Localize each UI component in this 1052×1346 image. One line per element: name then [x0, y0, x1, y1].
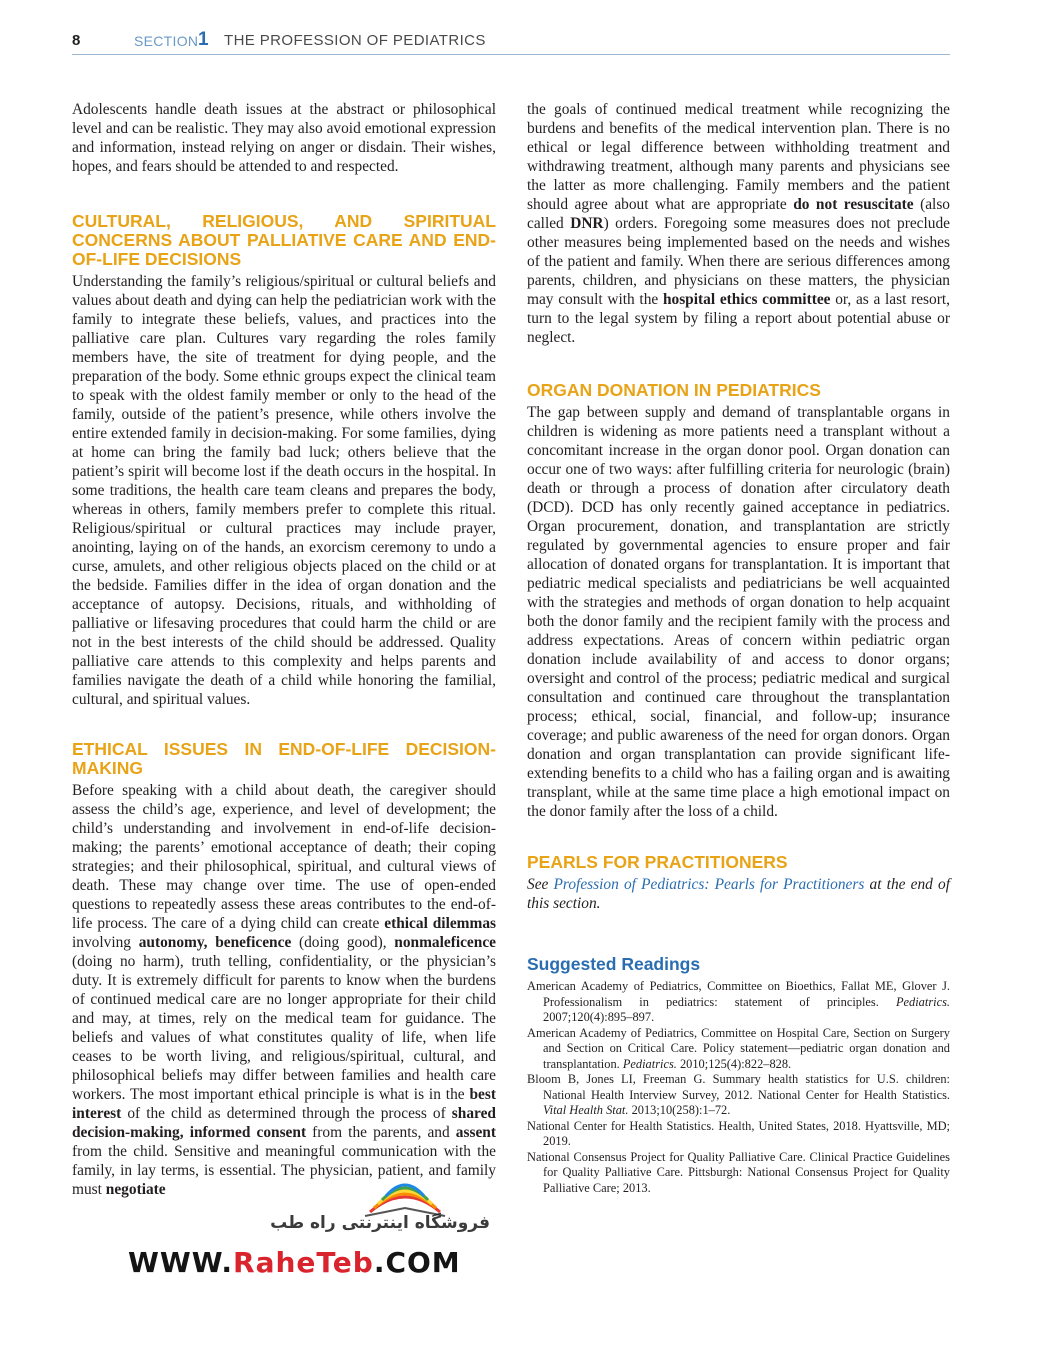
reference-item: National Center for Health Statistics. Health, United States, 2018. Hyattsville, MD; 2019.	[527, 1118, 950, 1148]
pearls-body: See Profession of Pediatrics: Pearls for Practitioners at the end of this section.	[527, 876, 950, 912]
organ-heading: ORGAN DONATION IN PEDIATRICS	[527, 380, 821, 400]
section-number: 1	[198, 29, 209, 50]
organ-body: The gap between supply and demand of transplantable organs in children is widening as more patients need a transplant without a concomitant increase in the organ donor pool. Organ donation can occur one of two ways: after fulfilling criteria for neurologic (brain) death or through a process of donation after circulatory death (DCD). DCD has only recently gained acceptance in pediatrics. Organ procurement, donation, and transplantation are strictly regulated by governmental agencies to ensure proper and fair allocation of donated organs for transplantation. It is important that pediatric medical specialists and pediatricians be well acquainted with the strategies and methods of organ donation to help acquaint both the donor family and the recipient family with the process and address expectations. Areas of concern within pediatric organ donation include availability of and access to donor organs; oversight and control of the process; pediatric medical and surgical consultation and continued care throughout the transplantation process; ethical, social, financial, and follow-up; insurance coverage; and public awareness of the need for organ donors. Organ donation and organ transplantation can provide significant life-extending benefits to a child who has a failing organ and is awaiting transplant, while at the same time place a high emotional impact on the donor family after the loss of a child.	[527, 404, 950, 820]
left-column	[72, 100, 496, 1199]
reference-item: Bloom B, Jones LI, Freeman G. Summary health statistics for U.S. children: National Health Interview Survey, 2012. National Center for Health Statistics. Vital Health Stat. 2013;10(258):1–72.	[527, 1072, 950, 1117]
ethical-body: Before speaking with a child about death, the caregiver should assess the child’s age, experience, and level of development; the child’s understanding and involvement in end-of-life decision-making; the parents’ emotional acceptance of death; their coping strategies; and their philosophical, spiritual, and cultural views of death. These may change over time. The use of open-ended questions to repeatedly assess these areas contributes to the end-of-life process. The care of a dying child can create ethical dilemmas involving autonomy, beneficence (doing good), nonmaleficence (doing no harm), truth telling, confidentiality, or the physician’s duty. It is extremely difficult for parents to know when the burdens of continued medical care are no longer appropriate for their child and may, at times, rely on the medical team for guidance. The beliefs and values of what constitutes quality of life, when life ceases to be worth living, and religious/spiritual, cultural, and philosophical beliefs may differ between families and health care workers. The most important ethical principle is what is in the best interest of the child as determined through the process of shared decision-making, informed consent from the parents, and assent from the child. Sensitive and meaningful communication with the family, in lay terms, is essential. The physician, patient, and family must negotiate	[72, 782, 497, 1198]
continuation-paragraph: the goals of continued medical treatment while recognizing the burdens and benefits of the medical intervention plan. There is no ethical or legal difference between withholding treatment and withdrawing treatment, although many parents and physicians see the latter as more challenging. Family members and the patient should agree about what are appropriate do not resuscitate (also called DNR) orders. Foregoing some measures does not preclude other measures being implemented based on the needs and wishes of the patient and family. When there are serious differences among parents, children, and physicians on these matters, the physician may consult with the hospital ethics committee or, as a last resort, turn to the legal system by filing a report about potential abuse or neglect.	[527, 101, 951, 346]
pearls-heading: PEARLS FOR PRACTITIONERS	[527, 852, 788, 872]
watermark-persian-text: فروشگاه اینترنتی راه طب	[270, 1213, 490, 1233]
section-title: THE PROFESSION OF PEDIATRICS	[224, 32, 486, 49]
right-column	[527, 100, 950, 1196]
pearls-link[interactable]: Profession of Pediatrics: Pearls for Practitioners	[553, 876, 865, 893]
reference-item: American Academy of Pediatrics, Committee on Hospital Care, Section on Surgery and Section on Critical Care. Policy statement—pediatric organ donation and transplantation. Pediatrics. 2010;125(4):822–828.	[527, 1025, 950, 1071]
cultural-heading: CULTURAL, RELIGIOUS, AND SPIRITUAL CONCERNS ABOUT PALLIATIVE CARE AND END-OF-LIFE DECISIONS	[72, 211, 496, 269]
intro-paragraph: Adolescents handle death issues at the abstract or philosophical level and can be realistic. They may also avoid emotional expression and information, instead relying on anger or disdain. Their wishes, hopes, and fears should be attended to and respected.	[72, 101, 496, 175]
page-number: 8	[72, 32, 81, 49]
cultural-body: Understanding the family’s religious/spiritual or cultural beliefs and values about death and dying can help the pediatrician work with the family to integrate these beliefs, values, and practices into the palliative care plan. Cultures vary regarding the roles family members have, the site of treatment for dying people, and the preparation of the body. Some ethnic groups expect the clinical team to speak with the oldest family member or only to the head of the family, outside of the patient’s presence, while others involve the entire extended family in decision-making. For some families, dying at home can bring the family bad luck; others believe that the patient’s spirit will become lost if the death occurs in the hospital. In some traditions, the health care team cleans and prepares the body, whereas in others, family members prefer to complete this ritual. Religious/spiritual or cultural practices may include prayer, anointing, laying on of the hands, an exorcism ceremony to undo a curse, amulets, and other religious objects placed on the child or at the bedside. Families differ in the idea of organ donation and the acceptance of autopsy. Decisions, rituals, and withholding of palliative or lifesaving procedures that could harm the child or are not in the best interests of the child should be addressed. Quality palliative care attends to this complexity and helps parents and families navigate the death of a child while honoring the familial, cultural, and spiritual values.	[72, 273, 496, 708]
section-label: SECTION	[134, 33, 199, 49]
running-header	[72, 30, 950, 55]
ethical-heading: ETHICAL ISSUES IN END-OF-LIFE DECISION-MAKING	[72, 739, 496, 778]
readings-heading: Suggested Readings	[527, 954, 701, 974]
watermark-url[interactable]: WWW.RaheTeb.COM	[128, 1246, 461, 1279]
reference-item: National Consensus Project for Quality Palliative Care. Clinical Practice Guidelines for Quality Palliative Care. Pittsburgh: National Consensus Project for Quality Palliative Care; 2013.	[527, 1149, 950, 1195]
reference-list	[527, 979, 950, 1196]
reference-item: American Academy of Pediatrics, Committee on Bioethics, Fallat ME, Glover J. Professionalism in pediatrics: statement of principles. Pediatrics. 2007;120(4):895–897.	[527, 979, 950, 1024]
